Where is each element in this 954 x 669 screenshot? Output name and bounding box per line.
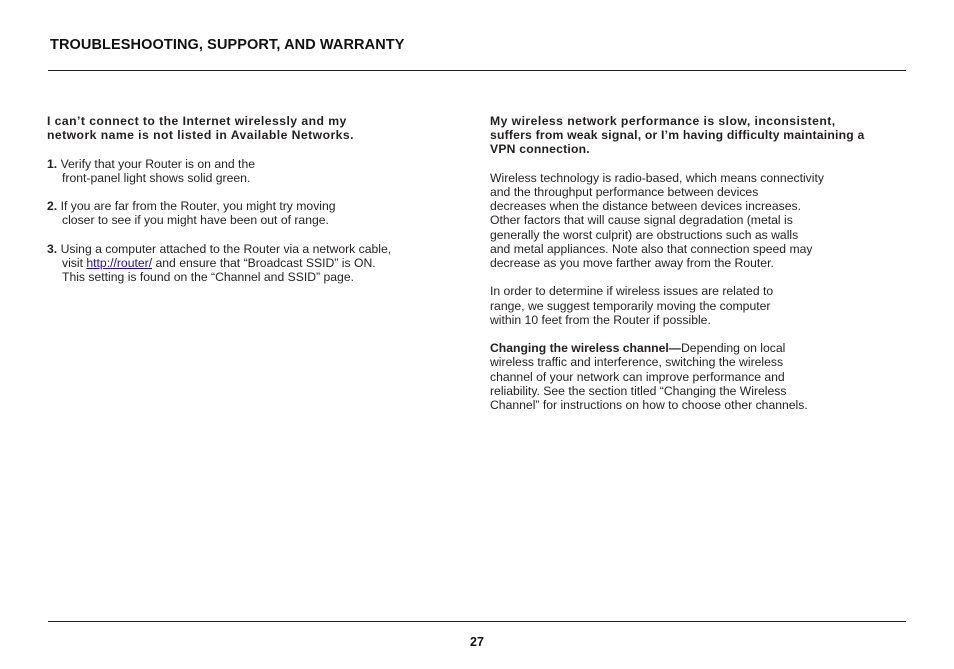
paragraph-line — [490, 341, 885, 355]
paragraph-line: Wireless technology is radio-based, which means connectivity — [490, 170, 824, 185]
paragraph-line: In order to determine if wireless issues are related to — [490, 284, 774, 299]
channel-subheading: Changing the wireless channel— — [490, 341, 681, 356]
step-number: 1. — [47, 156, 58, 171]
step-text: front-panel light shows solid green. — [62, 170, 251, 185]
header-divider — [48, 70, 906, 71]
right-heading-line: My wireless network performance is slow, inconsistent, — [490, 114, 836, 128]
paragraph-line: channel of your network can improve performance and — [490, 369, 785, 384]
section-title: TROUBLESHOOTING, SUPPORT, AND WARRANTY — [50, 37, 405, 53]
step-number: 3. — [47, 241, 58, 256]
step-text: If you are far from the Router, you might try moving — [60, 199, 336, 214]
paragraph-line: Channel” for instructions on how to choose other channels. — [490, 398, 808, 413]
paragraph-text: Depending on local — [680, 341, 786, 356]
paragraph-line: reliability. See the section titled “Changing the Wireless — [490, 383, 787, 398]
paragraph-line: and metal appliances. Note also that connection speed may — [490, 241, 813, 256]
paragraph-line: decrease as you move farther away from the Router. — [490, 256, 774, 271]
right-heading-line: suffers from weak signal, or I’m having difficulty maintaining a — [490, 128, 865, 143]
right-heading-line: VPN connection. — [490, 142, 590, 157]
paragraph-line: within 10 feet from the Router if possible. — [490, 312, 711, 327]
step-text-after-link: and ensure that “Broadcast SSID” is ON. — [152, 255, 376, 270]
left-column — [47, 114, 437, 284]
paragraph-line: generally the worst culprit) are obstructions such as walls — [490, 227, 799, 242]
step-text — [47, 256, 437, 270]
right-column — [490, 114, 885, 412]
step-3 — [47, 242, 437, 256]
step-text-before-link: visit — [62, 255, 87, 270]
step-text: This setting is found on the “Channel and SSID” page. — [62, 270, 355, 285]
step-text: closer to see if you might have been out of range. — [62, 213, 329, 228]
paragraph-line: Other factors that will cause signal degradation (metal is — [490, 213, 793, 228]
router-link[interactable]: http://router/ — [86, 255, 153, 270]
footer-divider — [48, 621, 906, 622]
paragraph-line: wireless traffic and interference, switching the wireless — [490, 355, 784, 370]
page-number: 27 — [470, 635, 484, 649]
step-text: Verify that your Router is on and the — [60, 156, 255, 171]
paragraph-line: decreases when the distance between devices increases. — [490, 199, 801, 214]
left-heading-line: network name is not listed in Available Networks. — [47, 128, 354, 143]
left-heading-line: I can’t connect to the Internet wirelessly and my — [47, 114, 347, 128]
step-2 — [47, 199, 437, 213]
step-number: 2. — [47, 199, 58, 214]
step-text: Using a computer attached to the Router via a network cable, — [60, 241, 392, 256]
paragraph-line: range, we suggest temporarily moving the computer — [490, 298, 771, 313]
step-1 — [47, 157, 437, 171]
paragraph-line: and the throughput performance between devices — [490, 185, 759, 199]
